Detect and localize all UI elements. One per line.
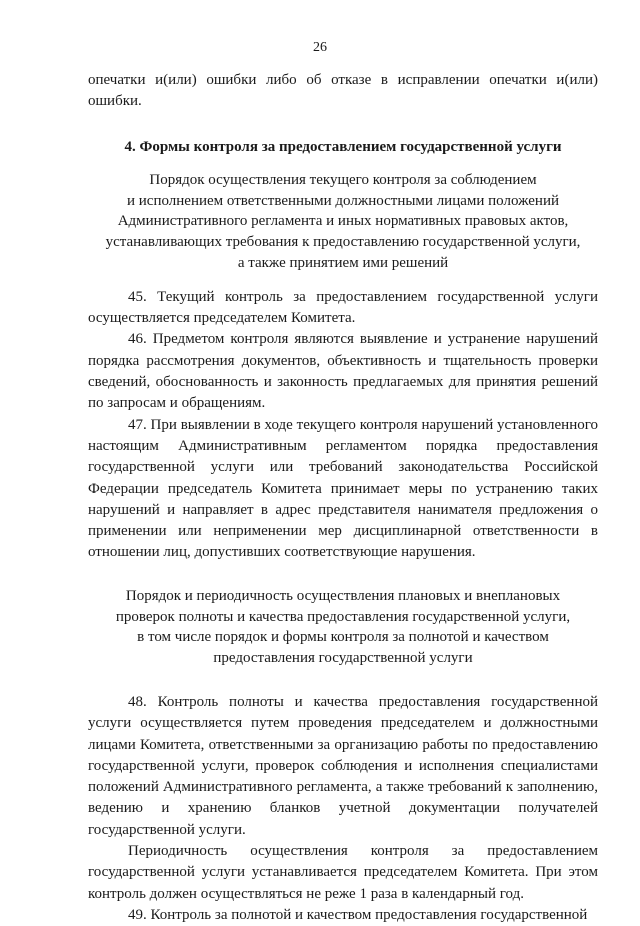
page-number: 26 [313, 40, 327, 55]
paragraph-47: 47. При выявлении в ходе текущего контроля нарушений установленного настоящим Административным регламентом порядка предоставления государственной услуги или требований законодательства Российской Федерации председатель Комитета принимает меры по устранению таких нарушений и направляет в адрес представителя нанимателя предложения о применении или неприменении мер дисциплинарной ответственности в отношении лиц, допустивших соответствующие нарушения. [88, 416, 598, 561]
intro-paragraph: опечатки и(или) ошибки либо об отказе в исправлении опечатки и(или) ошибки. [88, 72, 598, 110]
document-body [88, 70, 598, 926]
subsection-heading-line: проверок полноты и качества предоставления государственной услуги, [115, 608, 571, 625]
paragraph-periodicity: Периодичность осуществления контроля за предоставлением государственной услуги устанавливается председателем Комитета. При этом контроль должен осуществляться не реже 1 раза в календарный год. [88, 843, 598, 902]
subsection-heading-line: предоставления государственной услуги [213, 650, 473, 667]
subsection-heading-line: Порядок осуществления текущего контроля за соблюдением [149, 171, 537, 188]
subsection-heading-current-control [88, 170, 598, 274]
subsection-heading-line: Порядок и периодичность осуществления плановых и внеплановых [125, 587, 561, 604]
subsection-heading-line: и исполнением ответственными должностными лицами положений [126, 192, 560, 209]
subsection-heading-line: Административного регламента и иных нормативных правовых актов, [117, 213, 569, 230]
paragraph-45: 45. Текущий контроль за предоставлением государственной услуги осуществляется председателем Комитета. [88, 288, 598, 327]
paragraph-48: 48. Контроль полноты и качества предоставления государственной услуги осуществляется путем проведения председателем и должностными лицами Комитета, ответственными за организацию работы по предоставлению государственной услуги, проверок соблюдения и исполнения специалистами положений Административного регламента, а также требований к заполнению, ведению и хранению бланков учетной документации получателей государственной услуги. [88, 693, 598, 838]
subsection-heading-line: в том числе порядок и формы контроля за полнотой и качеством [137, 629, 549, 646]
subsection-heading-periodic-checks [88, 586, 598, 669]
subsection-heading-line: устанавливающих требования к предоставлению государственной услуги, [105, 234, 581, 251]
paragraph-49: 49. Контроль за полнотой и качеством предоставления государственной [128, 906, 588, 923]
section-title: 4. Формы контроля за предоставлением государственной услуги [124, 138, 562, 155]
paragraph-46: 46. Предметом контроля являются выявление и устранение нарушений порядка рассмотрения документов, объективность и тщательность проверки сведений, обоснованность и законность предлагаемых для принятия решений по запросам и обращениям. [88, 331, 598, 412]
subsection-heading-line: а также принятием ими решений [237, 255, 449, 272]
